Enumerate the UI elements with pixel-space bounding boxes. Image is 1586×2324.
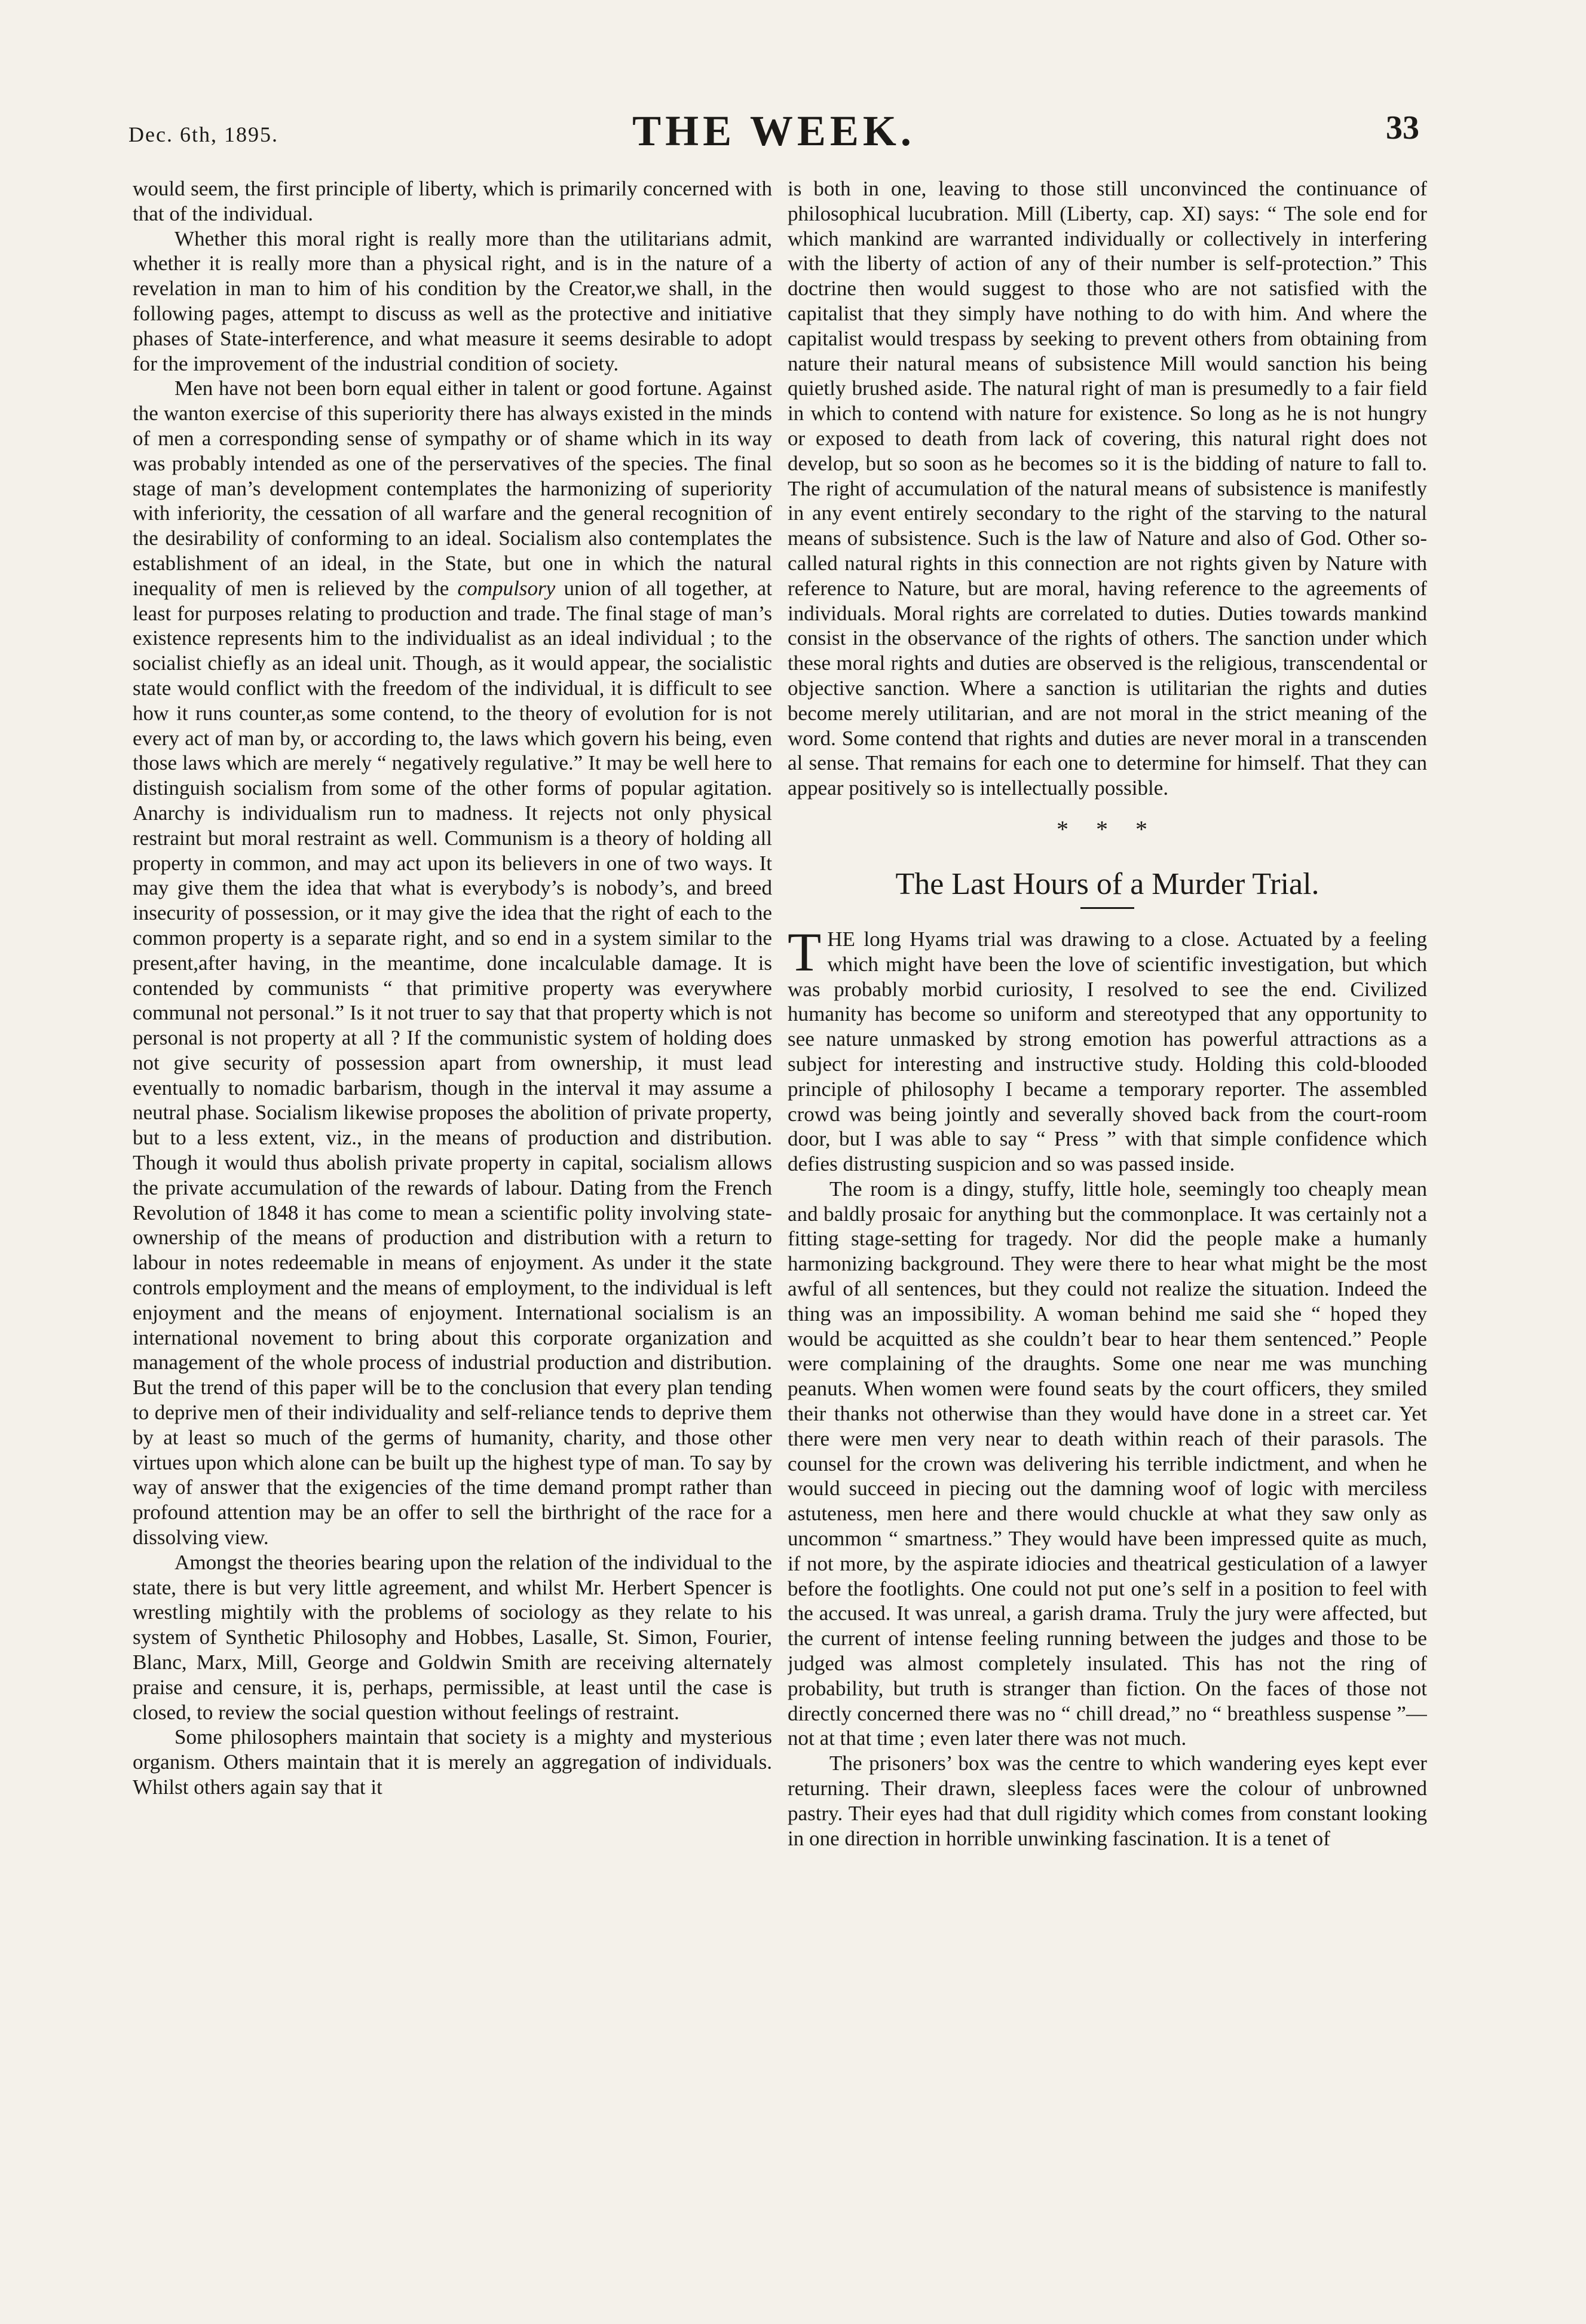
paragraph: Some philosophers maintain that society is a mighty and mysterious organism. Others maintain that it is merely an aggregation of individuals. Whilst others again say that it — [133, 1725, 772, 1799]
page-number: 33 — [1386, 109, 1419, 146]
paragraph-text: HE long Hyams trial was drawing to a close. Actuated by a feeling which might have been the love of scientific investigation, but which was probably morbid curiosity, I resolved to see the end. Civilized humanity has become so uniform and stereotyped that any opportunity to see nature unmasked by strong emotion has powerful attractions as a subject for interesting and instructive study. Holding this cold-blooded principle of philosophy I became a temporary reporter. The assembled crowd was being jointly and severally shoved back from the court-room door, but I was able to say “ Press ” with that simple confidence which defies distrusting suspicion and so was passed inside. — [788, 927, 1427, 1176]
drop-cap: T — [788, 921, 822, 982]
title-rule — [1080, 907, 1134, 909]
paragraph — [133, 376, 772, 1550]
paragraph: Amongst the theories bearing upon the relation of the individual to the state, there is but very little agreement, and whilst Mr. Herbert Spencer is wrestling mightily with the problems of sociology as they relate to his system of Synthetic Philosophy and Hobbes, Lasalle, St. Simon, Fourier, Blanc, Marx, Mill, George and Goldwin Smith are receiving alternately praise and censure, it is, perhaps, permissible, at least until the case is closed, to review the social question without feelings of restraint. — [133, 1550, 772, 1724]
issue-date: Dec. 6th, 1895. — [128, 123, 278, 146]
paragraph: Whether this moral right is really more than the utilitarians admit, whether it is really more than a physical right, and is in the nature of a revelation in man to him of his condition by the Creator,we shall, in the following pages, attempt to discuss as well as the protective and initiative phases of State-interference, and what measure it seems desirable to adopt for the improvement of the industrial condition of society. — [133, 226, 772, 375]
paragraph-text: union of all together, at least for purposes relating to production and trade. The final stage of man’s existence represents him to the individualist as an ideal individual ; to the socialist chiefly as an ideal unit. Though, as it would appear, the socialistic state would conflict with the freedom of the individual, it is difficult to see how it runs counter,as some contend, to the theory of evolution for is not every act of man by, or according to, the laws which govern his being, even those laws which are merely “ negatively regulative.” It may be well here to distinguish socialism from some of the other forms of popular agitation. Anarchy is individualism run to madness. It rejects not only physical restraint but moral restraint as well. Communism is a theory of holding all property in common, and may act upon its believers in one of two ways. It may give them the idea that what is everybody’s is nobody’s, and breed insecurity of possession, or it may give the idea that the right of each to the common property is a separate right, and so end in a system similar to the present,after having, in the meantime, done incalculable damage. It is contended by communists “ that primitive property was everywhere communal not personal.” Is it not truer to say that that property which is not personal is not property at all ? If the communistic system of holding does not give security of possession apart from ownership, it must lead eventually to nomadic barbarism, though in the interval it may assume a neutral phase. Socialism likewise proposes the abolition of private property, but to a less extent, viz., in the means of production and distribution. Though it would thus abolish private property in capital, socialism allows the private accumulation of the rewards of labour. Dating from the French Revolution of 1848 it has come to mean a scientific polity involving state-ownership of the means of production and distribution with a return to labour in notes redeemable in means of enjoyment. As under it the state controls employment and the means of employment, to the individual is left enjoyment and the means of enjoyment. International socialism is an international novement to bring about this corporate organization and management of the whole process of industrial production and distribution. But the trend of this paper will be to the conclusion that every plan tending to deprive men of their individuality and self-reliance tends to deprive them by at least so much of the germs of humanity, charity, and those other virtues upon which alone can be built up the highest type of man. To say by way of answer that the exigencies of the time demand prompt rather than profound attention may be an offer to sell the birthright of the race for a dissolving view. — [133, 576, 772, 1550]
section-separator: * * * — [1057, 815, 1158, 843]
left-column — [133, 176, 772, 2190]
paragraph: The room is a dingy, stuffy, little hole, seemingly too cheaply mean and baldly prosaic for anything but the commonplace. It was certainly not a fitting stage-setting for tragedy. Nor did the people make a humanly harmonizing background. They were there to hear what might be the most awful of all sentences, but they could not realize the situation. Indeed the thing was an impossibility. A woman behind me said she “ hoped they would be acquitted as she couldn’t bear to hear them sentenced.” People were complaining of the draughts. Some one near me was munching peanuts. When women were found seats by the court officers, they smiled their thanks not otherwise than they would have done in a street car. Yet there were men very near to death within reach of their parasols. The counsel for the crown was delivering his terrible indictment, and when he would succeed in piecing out the damning woof of logic with merciless astuteness, men here and there would chuckle at what they saw only as uncommon “ smartness.” They would have been impressed quite as much, if not more, by the aspirate idiocies and theatrical gesticulation of a lawyer before the footlights. One could not put one’s self in a position to feel with the accused. It was unreal, a garish drama. Truly the jury were affected, but the current of intense feeling running between the judges and those to be judged was almost completely insulated. This has not the ring of probability, but truth is stranger than fiction. On the faces of those not directly concerned there was no “ chill dread,” no “ breathless suspense ”—not at that time ; even later there was not much. — [788, 1177, 1427, 1750]
page-header — [128, 106, 1419, 160]
paragraph-text: Men have not been born equal either in talent or good fortune. Against the wanton exercise of this superiority there has always existed in the minds of men a corresponding sense of sympathy or of shame which in its way was probably intended as one of the perservatives of the species. The final stage of man’s development contemplates the harmonizing of superiority with inferiority, the cessation of all warfare and the general recognition of the desirability of conforming to an ideal. Socialism also contemplates the establishment of an ideal, in the State, but one in which the natural inequality of men is relieved by the — [133, 376, 772, 600]
publication-title: THE WEEK. — [632, 107, 916, 155]
right-column — [788, 176, 1427, 2190]
article-title: The Last Hours of a Murder Trial. — [895, 866, 1319, 901]
paragraph: The prisoners’ box was the centre to which wandering eyes kept ever returning. Their drawn, sleepless faces were the colour of unbrowned pastry. Their eyes had that dull rigidity which comes from constant looking in one direction in horrible unwinking fascination. It is a tenet of — [788, 1752, 1427, 1850]
paragraph — [788, 921, 1427, 1177]
emphasized-word: compulsory — [457, 576, 556, 600]
paragraph: would seem, the first principle of liberty, which is primarily concerned with that of the individual. — [133, 177, 772, 225]
paragraph: is both in one, leaving to those still unconvinced the continuance of philosophical lucubration. Mill (Liberty, cap. XI) says: “ The sole end for which mankind are warranted individually or collectively in interfering with the liberty of action of any of their number is self-protection.” This doctrine then would suggest to those who are not satisfied with the capitalist that they simply have nothing to do with him. And where the capitalist would trespass by seeking to prevent others from obtaining from nature their natural means of subsistence Mill would sanction his being quietly brushed aside. The natural right of man is presumedly to a fair field in which to contend with nature for existence. So long as he is not hungry or exposed to death from lack of covering, this natural right does not develop, but so soon as he becomes so it is the bidding of nature to fall to. The right of accumulation of the natural means of subsistence is manifestly in any event entirely secondary to the right of the starving to the natural means of subsistence. Such is the law of Nature and also of God. Other so-called natural rights in this connection are not rights given by Nature with reference to Nature, but are moral, having reference to the agreements of individuals. Moral rights are correlated to duties. Duties towards mankind consist in the observance of the rights of others. The sanction under which these moral rights and duties are observed is the religious, transcendental or objective sanction. Where a sanction is utilitarian the rights and duties become merely utilitarian, and are not moral in the strict meaning of the word. Some contend that rights and duties are never moral in a transcenden al sense. That remains for each one to determine for himself. That they can appear positively so is intellectually possible. — [788, 177, 1427, 800]
